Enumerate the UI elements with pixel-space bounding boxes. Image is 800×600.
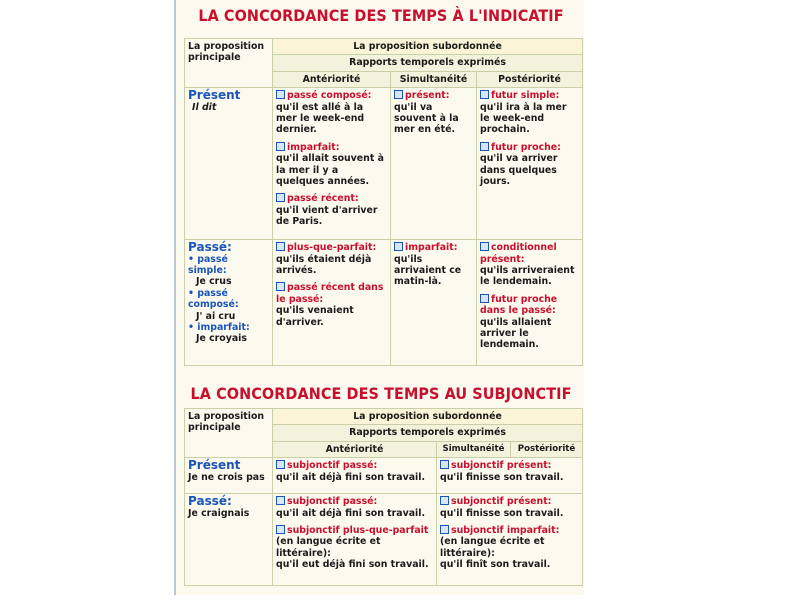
checkbox-icon: [440, 460, 449, 469]
example-text: qu'il ira à la mer le week-end prochain.: [480, 101, 567, 136]
checkbox-icon: [480, 142, 489, 151]
present-simpost-cell: [437, 458, 583, 494]
tense-label: passé composé:: [287, 90, 372, 102]
checkbox-icon: [276, 460, 285, 469]
imparfait-example: Je croyais: [196, 333, 247, 345]
tense-label: futur proche:: [491, 141, 561, 153]
present-label: Présent: [188, 88, 241, 103]
tense-label: présent:: [405, 90, 450, 102]
tense-label: imparfait:: [287, 141, 340, 153]
simultaneite-header: Simultanéité: [437, 441, 511, 457]
passe-compose-example: J' ai cru: [196, 310, 236, 322]
subjonctif-table: [184, 408, 583, 586]
imparfait-label: • imparfait:: [188, 322, 250, 334]
passe-simple-label: • passé simple:: [188, 253, 228, 277]
passe-compose-label: • passé composé:: [188, 287, 239, 311]
anteriorite-header: Antériorité: [273, 71, 391, 87]
tense-label: subjonctif passé:: [287, 496, 378, 508]
present-example: Il dit: [192, 101, 217, 113]
example-text: qu'il est allé à la mer le week-end dernier.: [276, 101, 365, 136]
checkbox-icon: [480, 294, 489, 303]
passe-anteriorite-cell: [273, 240, 391, 366]
subordonnee-header: La proposition subordonnée: [273, 409, 583, 425]
checkbox-icon: [440, 525, 449, 534]
example-text: qu'ils arriveraient le lendemain.: [480, 265, 575, 288]
checkbox-icon: [276, 193, 285, 202]
example-text: qu'il va arriver dans quelques jours.: [480, 153, 558, 188]
indicatif-table: [184, 38, 583, 366]
anteriorite-header: Antériorité: [273, 441, 437, 457]
poster: [174, 0, 584, 595]
checkbox-icon: [276, 90, 285, 99]
tense-label: futur simple:: [491, 90, 560, 102]
present-anteriorite-cell: [273, 88, 391, 240]
principale-header: La proposition principale: [185, 409, 273, 458]
rapports-header: Rapports temporels exprimés: [273, 425, 583, 441]
row-passe: [185, 240, 273, 366]
posteriorite-header: Postériorité: [511, 441, 583, 457]
tense-label: imparfait:: [405, 242, 458, 254]
present-posteriorite-cell: [477, 88, 583, 240]
tense-label: subjonctif imparfait:: [451, 525, 560, 537]
example-text: qu'il finisse son travail.: [440, 507, 564, 519]
row-passe: [185, 494, 273, 586]
checkbox-icon: [394, 242, 403, 251]
checkbox-icon: [276, 525, 285, 534]
tense-label: futur proche dans le passé:: [480, 293, 558, 317]
indicatif-title: LA CONCORDANCE DES TEMPS À L'INDICATIF: [198, 6, 564, 25]
simultaneite-header: Simultanéité: [391, 71, 477, 87]
tense-label: subjonctif plus-que-parfait: [287, 525, 429, 537]
example-text: qu'il finît son travail.: [440, 559, 551, 571]
checkbox-icon: [480, 90, 489, 99]
checkbox-icon: [276, 496, 285, 505]
passe-label: Passé:: [188, 240, 232, 255]
tense-label: subjonctif présent:: [451, 496, 552, 508]
example-text: qu'il ait déjà fini son travail.: [276, 471, 426, 483]
posteriorite-header: Postériorité: [477, 71, 583, 87]
example-text: qu'il finisse son travail.: [440, 471, 564, 483]
example-text: qu'ils allaient arriver le lendemain.: [480, 316, 552, 351]
passe-posteriorite-cell: [477, 240, 583, 366]
row-present: [185, 458, 273, 494]
example-text: qu'il vient d'arriver de Paris.: [276, 204, 378, 228]
subordonnee-header: La proposition subordonnée: [273, 39, 583, 55]
present-example: Je ne crois pas: [188, 471, 265, 483]
example-text: qu'il va souvent à la mer en été.: [394, 101, 459, 136]
passe-simultaneite-cell: [391, 240, 477, 366]
note-text: (en langue écrite et littéraire):: [276, 536, 381, 559]
present-simultaneite-cell: [391, 88, 477, 240]
rapports-header: Rapports temporels exprimés: [273, 55, 583, 71]
tense-label: subjonctif passé:: [287, 460, 378, 472]
passe-anteriorite-cell: [273, 494, 437, 586]
checkbox-icon: [440, 496, 449, 505]
tense-label: subjonctif présent:: [451, 460, 552, 472]
checkbox-icon: [480, 242, 489, 251]
tense-label: passé récent:: [287, 193, 359, 205]
example-text: qu'il eut déjà fini son travail.: [276, 559, 429, 571]
tense-label: conditionnel présent:: [480, 242, 557, 265]
subjonctif-title: LA CONCORDANCE DES TEMPS AU SUBJONCTIF: [190, 384, 572, 403]
example-text: qu'ils étaient déjà arrivés.: [276, 253, 372, 277]
example-text: qu'ils arrivaient ce matin-là.: [394, 253, 462, 288]
passe-label: Passé:: [188, 494, 232, 509]
example-text: qu'il ait déjà fini son travail.: [276, 507, 426, 519]
passe-simpost-cell: [437, 494, 583, 586]
tense-label: plus-que-parfait:: [287, 242, 377, 254]
present-anteriorite-cell: [273, 458, 437, 494]
checkbox-icon: [394, 90, 403, 99]
passe-simple-example: Je crus: [196, 276, 232, 288]
present-label: Présent: [188, 458, 241, 473]
example-text: qu'il allait souvent à la mer il y a quelques années.: [276, 153, 384, 188]
checkbox-icon: [276, 242, 285, 251]
row-present: [185, 88, 273, 240]
example-text: qu'ils venaient d'arriver.: [276, 305, 354, 328]
principale-header: La proposition principale: [185, 39, 273, 88]
checkbox-icon: [276, 142, 285, 151]
note-text: (en langue écrite et littéraire):: [440, 536, 545, 559]
checkbox-icon: [276, 282, 285, 291]
tense-label: passé récent dans le passé:: [276, 282, 384, 305]
passe-example: Je craignais: [188, 507, 250, 519]
